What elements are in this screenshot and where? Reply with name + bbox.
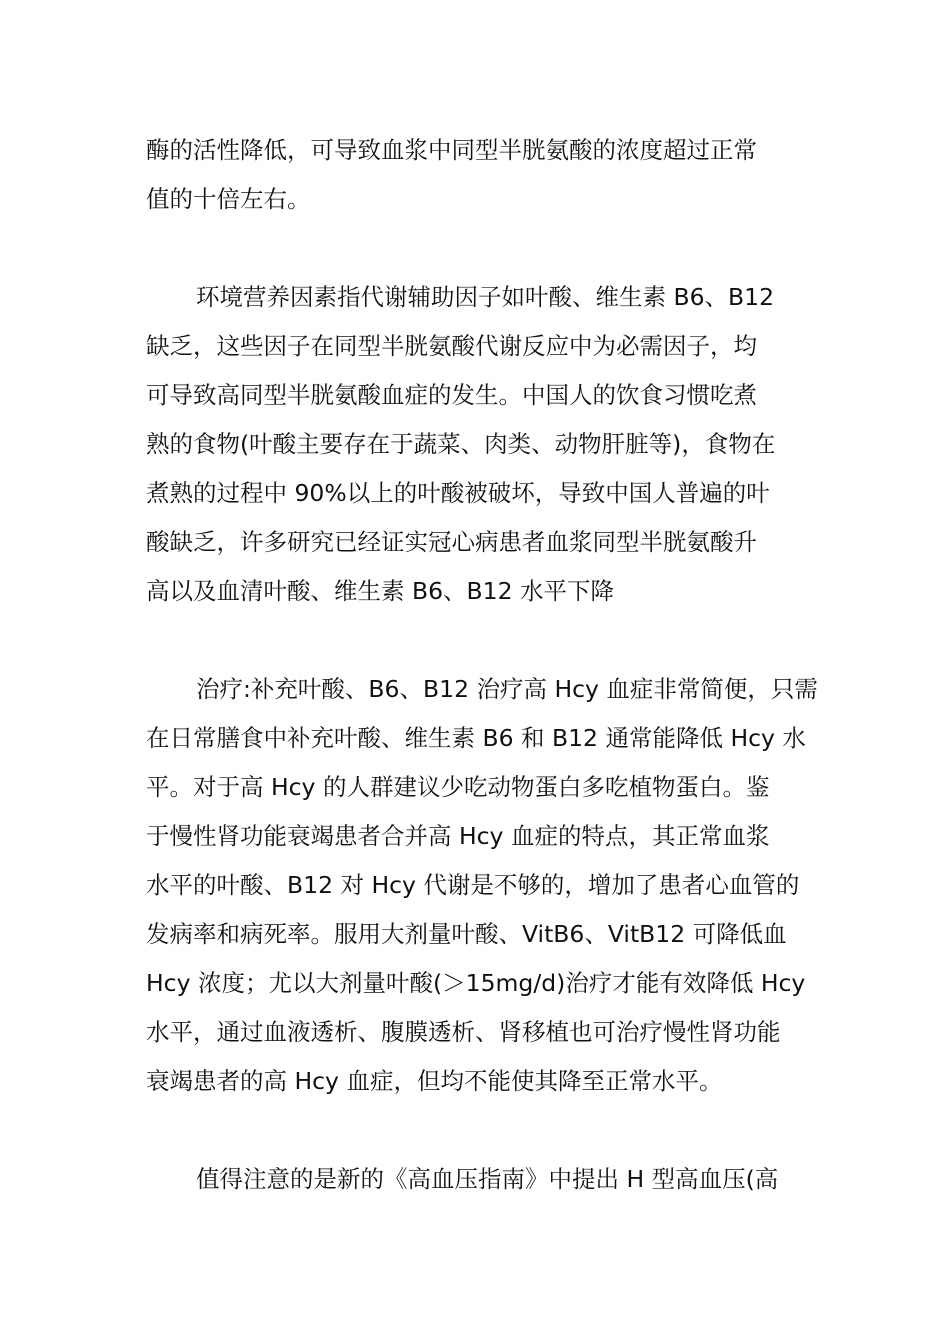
paragraph-spacer	[146, 616, 808, 665]
text-line: 衰竭患者的高 Hcy 血症，但均不能使其降至正常水平。	[146, 1067, 723, 1095]
paragraph-1	[146, 126, 808, 224]
text-line: 酶的活性降低，可导致血浆中同型半胱氨酸的浓度超过正常	[146, 136, 757, 164]
text-line: 酸缺乏，许多研究已经证实冠心病患者血浆同型半胱氨酸升	[146, 528, 757, 556]
text-line: 高以及血清叶酸、维生素 B6、B12 水平下降	[146, 577, 615, 605]
text-line: 平。对于高 Hcy 的人群建议少吃动物蛋白多吃植物蛋白。鉴	[146, 773, 770, 801]
paragraph-2	[146, 273, 808, 616]
text-line: 熟的食物(叶酸主要存在于蔬菜、肉类、动物肝脏等)，食物在	[146, 430, 776, 458]
text-line: 值的十倍左右。	[146, 185, 311, 213]
paragraph-spacer	[146, 1106, 808, 1155]
text-line: 值得注意的是新的《高血压指南》中提出 H 型高血压(高	[196, 1165, 779, 1193]
text-line: 环境营养因素指代谢辅助因子如叶酸、维生素 B6、B12	[196, 283, 775, 311]
text-line: 发病率和病死率。服用大剂量叶酸、VitB6、VitB12 可降低血	[146, 920, 787, 948]
paragraph-3	[146, 665, 818, 1106]
paragraph-spacer	[146, 224, 808, 273]
text-line: 可导致高同型半胱氨酸血症的发生。中国人的饮食习惯吃煮	[146, 381, 757, 409]
text-line: 治疗:补充叶酸、B6、B12 治疗高 Hcy 血症非常简便，只需	[196, 675, 818, 703]
text-line: 在日常膳食中补充叶酸、维生素 B6 和 B12 通常能降低 Hcy 水	[146, 724, 806, 752]
text-line: 缺乏，这些因子在同型半胱氨酸代谢反应中为必需因子，均	[146, 332, 757, 360]
text-line: 水平，通过血液透析、腹膜透析、肾移植也可治疗慢性肾功能	[146, 1018, 781, 1046]
text-line: Hcy 浓度；尤以大剂量叶酸(＞15mg/d)治疗才能有效降低 Hcy	[146, 969, 806, 997]
text-line: 水平的叶酸、B12 对 Hcy 代谢是不够的，增加了患者心血管的	[146, 871, 800, 899]
text-line: 煮熟的过程中 90%以上的叶酸被破坏，导致中国人普遍的叶	[146, 479, 770, 507]
paragraph-4	[146, 1155, 808, 1204]
document-body	[146, 126, 818, 1204]
text-line: 于慢性肾功能衰竭患者合并高 Hcy 血症的特点，其正常血浆	[146, 822, 770, 850]
